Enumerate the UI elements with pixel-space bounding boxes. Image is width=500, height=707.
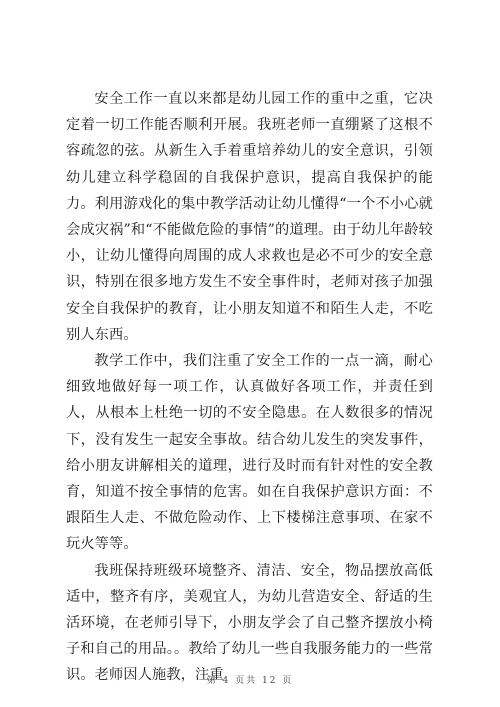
paragraph-class-environment: 我班保持班级环境整齐、清洁、安全，物品摆放高低适中，整齐有序，美观宜人，为幼儿营造安全、舒适的生活环境，在老师引导下，小朋友学会了自己整齐摆放小椅子和自己的用品。。教给了幼儿一些自我服务能力的一些常识。老师因人施教，注重 bbox=[66, 562, 433, 684]
paragraph-teaching-safety: 教学工作中，我们注重了安全工作的一点一滴，耐心细致地做好每一项工作，认真做好各项工作，并责任到人，从根本上杜绝一切的不安全隐患。在人数很多的情况下，没有发生一起安全事故。结合幼儿发生的突发事件，给小朋友讲解相关的道理，进行及时而有针对性的安全教育，知道不按全事情的危害。如在自我保护意识方面：不跟陌生人走、不做危险动作、上下楼梯注意事项、在家不玩火等等。 bbox=[66, 353, 433, 553]
page-number-footer: 第 4 页共 12 页 bbox=[206, 676, 294, 686]
document-body bbox=[66, 86, 433, 689]
paragraph-safety-awareness: 安全工作一直以来都是幼儿园工作的重中之重，它决定着一切工作能否顺利开展。我班老师一直绷紧了这根不容疏忽的弦。从新生入手着重培养幼儿的安全意识，引领幼儿建立科学稳固的自我保护意识，提高自我保护的能力。利用游戏化的集中教学活动让幼儿懂得“一个不小心就会成灾祸”和“不能做危险的事情”的道理。由于幼儿年龄较小，让幼儿懂得向周围的成人求救也是必不可少的安全意识，特别在很多地方发生不安全事件时，老师对孩子加强安全自我保护的教育，让小朋友知道不和陌生人走，不吃别人东西。 bbox=[66, 91, 433, 343]
